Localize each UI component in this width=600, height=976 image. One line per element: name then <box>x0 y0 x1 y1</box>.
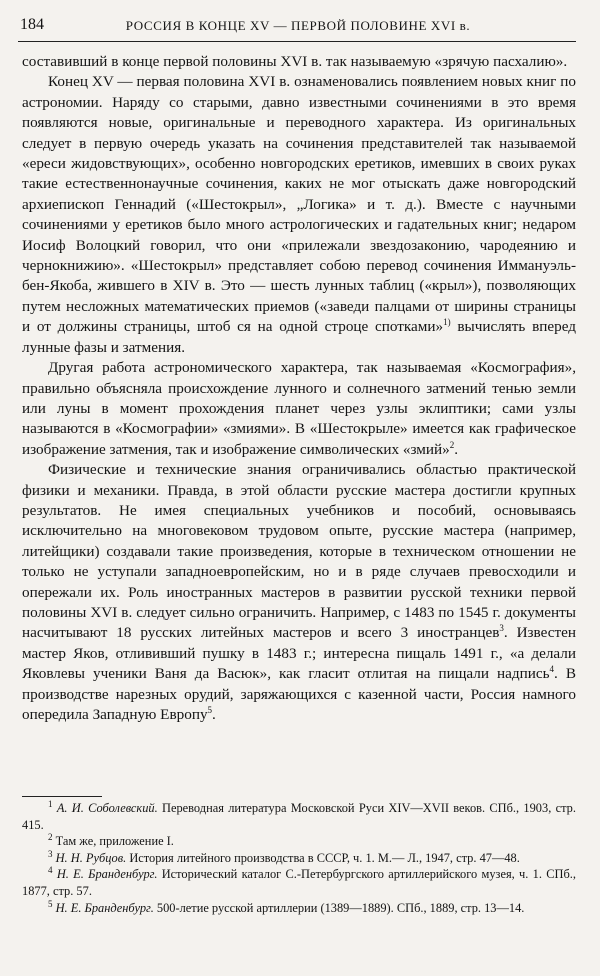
paragraph-1-text: составивший в конце первой половины XVI в. так называемую «зрячую пасхалию». <box>22 53 568 70</box>
paragraph-4-text-3: . В производстве нарезных орудий, заряжающихся с казенной части, Россия намного опередила Западную Европу <box>22 665 576 723</box>
page-header <box>20 16 576 40</box>
footnote-ref-2: 2 <box>449 439 455 450</box>
footnote-text: История литейного производства в СССР, ч. 1. М.— Л., 1947, стр. 47—48. <box>126 850 520 865</box>
footnotes <box>22 800 576 916</box>
running-title: РОССИЯ В КОНЦЕ XV — ПЕРВОЙ ПОЛОВИНЕ XVI в. <box>125 18 471 33</box>
paragraph-3-text: Другая работа астрономического характера, так называемая «Космография», правильно объясняла происхождение лунного и солнечного затмений тенью земли или луны в момент прохождения планет через узлы эклиптики; сами узлы называются в «Космографии» «змиями». В «Шестокрыле» имеется как графическое изображение затмения, так и изображение символических «змий» <box>22 359 576 458</box>
footnote-text: Там же, приложение I. <box>52 834 174 849</box>
footnote-number: 2 <box>48 832 53 843</box>
footnote-4 <box>22 866 576 899</box>
footnote-text: Исторический каталог С.-Петербургского артиллерийского музея, ч. 1. СПб., 1877, стр. 57. <box>22 867 576 898</box>
paragraph-2-text-end: вычислять вперед лунные фазы и затмения. <box>22 318 576 356</box>
paragraph-3-text-end: . <box>454 440 459 458</box>
footnote-number: 4 <box>48 865 53 876</box>
paragraph-1 <box>22 52 576 72</box>
footnote-author: Н. Е. Бранденбург. <box>55 900 154 915</box>
footnote-number: 3 <box>48 848 53 859</box>
main-text <box>22 52 576 725</box>
footnote-number: 1 <box>48 798 53 809</box>
footnote-ref-3: 3 <box>499 623 504 634</box>
page-number: 184 <box>20 16 44 33</box>
paragraph-4-text: Физические и технические знания ограничивались областью практической физики и механики. Правда, в этой области русские мастера достигли крупных результатов. Не имея специальных учебников и пособий, основываясь исключительно на многовековом трудовом опыте, русские мастера (например, литейщики) создавали такие произведения, которые в техническом отношении не только не уступали западноевропейским, но и в ряде случаев превосходили и опережали их. Роль иностранных мастеров в развитии русской техники первой половины XVI в. следует сильно ограничить. Например, с 1483 по 1545 г. документы насчитывают 18 русских литейных мастеров и всего 3 иностранцев <box>22 461 576 642</box>
footnote-ref-4: 4 <box>549 664 555 675</box>
footnote-author: Н. Н. Рубцов. <box>55 850 127 865</box>
paragraph-2-text: Конец XV — первая половина XVI в. ознаменовались появлением новых книг по астрономии. Наряду со старыми, давно известными сочинениями в это время появляются новые, оригинальные и переводного характера. Из оригинальных следует в первую очередь указать на сочинения представителей так называемой «ереси жидовствующих», особенно новгородских еретиков, имевших в своих руках такие естественнонаучные сочинения, каких не мог отыскать даже новгородский архиепископ Геннадий («Шестокрыл», „Логика» и т. д.). Вместе с научными сочинениями у еретиков было много астрологических и гадательных книг; недаром Иосиф Волоцкий говорил, что они «прилежали звездозаконию, чародеянию и чернокнижию». «Шестокрыл» представляет собою перевод сочинения Иммануэль-бен-Якоба, жившего в XIV в. Это — шесть лунных таблиц («крыл»), позволяющих путем несложных математических приемов («заведи палцами от ширины страницы и от должины страницы, штоб ся на одной строце спотками» <box>22 73 576 336</box>
footnote-text: 500-летие русской артиллерии (1389—1889). СПб., 1889, стр. 13—14. <box>153 900 525 915</box>
footnote-ref-1: 1) <box>443 317 451 328</box>
footnote-2 <box>22 833 576 850</box>
footnote-author: А. И. Соболевский. <box>56 801 158 815</box>
footnote-5 <box>22 900 576 917</box>
footnote-3 <box>22 850 576 867</box>
footnote-author: Н. Е. Бранденбург. <box>56 867 158 882</box>
footnote-1 <box>22 800 576 833</box>
header-rule <box>18 41 576 42</box>
paragraph-3 <box>22 358 576 460</box>
paragraph-4 <box>22 460 576 725</box>
paragraph-4-text-end: . <box>212 706 216 723</box>
footnote-number: 5 <box>48 898 53 909</box>
paragraph-2 <box>22 72 576 358</box>
paragraph-4-text-2: . Известен мастер Яков, отлививший пушку в 1483 г.; интересна пищаль 1491 г., «а делали Яковлевы ученики Ваня да Васюк», как гласит отлитая на пищали надпись <box>22 624 576 683</box>
footnote-ref-5: 5 <box>207 704 213 715</box>
footnote-text: Переводная литература Московской Руси XIV—XVII веков. СПб., 1903, стр. 415. <box>22 801 576 832</box>
footnote-rule <box>22 796 102 797</box>
